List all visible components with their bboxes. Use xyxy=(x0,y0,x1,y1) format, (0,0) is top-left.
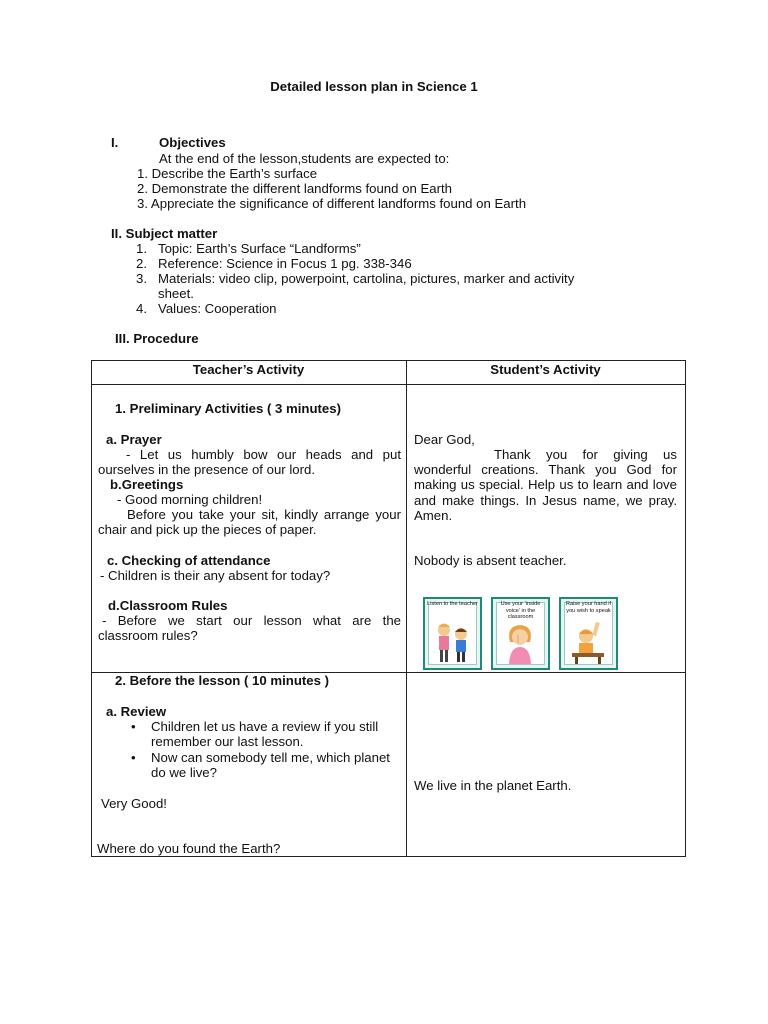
before-lesson-heading: 2. Before the lesson ( 10 minutes ) xyxy=(115,673,329,688)
objective-item: 2. Demonstrate the different landforms found on Earth xyxy=(137,181,452,196)
raising-hand-icon xyxy=(566,620,611,664)
greetings-heading: b.Greetings xyxy=(110,477,184,492)
attendance-heading: c. Checking of attendance xyxy=(107,553,271,568)
rule-card-raise-hand xyxy=(559,597,618,670)
earth-question: Where do you found the Earth? xyxy=(97,841,281,856)
rule-card-listen xyxy=(423,597,482,670)
objective-item: 1. Describe the Earth’s surface xyxy=(137,166,318,181)
subject-item-text: sheet. xyxy=(158,286,194,301)
document-title: Detailed lesson plan in Science 1 xyxy=(270,79,478,94)
rule-card-inside-voice xyxy=(491,597,550,670)
review-bullet: Children let us have a review if you still remember our last lesson. xyxy=(151,719,379,750)
table-column-divider xyxy=(406,360,407,857)
objectives-heading: Objectives xyxy=(159,135,226,150)
quiet-girl-icon xyxy=(498,620,543,664)
rule-card-caption: Listen to the teacher xyxy=(427,601,478,607)
rule-card-caption: Raise your hand if you wish to speak xyxy=(565,601,612,614)
listening-children-icon xyxy=(430,618,475,664)
objectives-numeral: I. xyxy=(111,135,119,150)
subject-item-number: 3. xyxy=(136,271,147,286)
preliminary-activities-heading: 1. Preliminary Activities ( 3 minutes) xyxy=(115,401,341,416)
greetings-line: - Good morning children! xyxy=(117,492,263,507)
bullet-icon: • xyxy=(131,750,136,765)
student-attendance-answer: Nobody is absent teacher. xyxy=(414,553,567,568)
subject-item-number: 4. xyxy=(136,301,147,316)
objective-item: 3. Appreciate the significance of different landforms found on Earth xyxy=(137,196,527,211)
student-activity-header: Student’s Activity xyxy=(490,362,601,377)
subject-item-text: Topic: Earth’s Surface “Landforms” xyxy=(158,241,361,256)
bullet-icon: • xyxy=(131,719,136,734)
rule-card-caption: Use your ‘inside voice’ in the classroom xyxy=(500,601,541,621)
objectives-intro: At the end of the lesson,students are expected to: xyxy=(159,151,450,166)
attendance-question: - Children is their any absent for today? xyxy=(100,568,331,583)
subject-matter-heading: II. Subject matter xyxy=(111,226,218,241)
review-heading: a. Review xyxy=(106,704,167,719)
greetings-instruction: Before you take your sit, kindly arrange your chair and pick up the pieces of paper. xyxy=(98,507,401,538)
subject-item-text: Materials: video clip, powerpoint, cartolina, pictures, marker and activity xyxy=(158,271,575,286)
table-border-right xyxy=(685,360,686,857)
procedure-heading: III. Procedure xyxy=(115,331,199,346)
table-border-left xyxy=(91,360,92,857)
classroom-rules-heading: d.Classroom Rules xyxy=(108,598,228,613)
review-bullet: Now can somebody tell me, which planet do we live? xyxy=(151,750,390,781)
table-border-top xyxy=(91,360,686,361)
teacher-activity-header: Teacher’s Activity xyxy=(192,362,305,377)
prayer-heading: a. Prayer xyxy=(106,432,162,447)
student-prayer-opening: Dear God, xyxy=(414,432,475,447)
student-prayer-body: Thank you for giving us wonderful creations. Thank you God for making us special. Help us to learn and love and make things. In Jesus name, we pray. Amen. xyxy=(414,447,677,523)
table-header-divider xyxy=(91,384,686,385)
very-good-remark: Very Good! xyxy=(101,796,167,811)
prayer-text: - Let us humbly bow our heads and put ourselves in the presence of our lord. xyxy=(98,447,401,478)
subject-item-number: 1. xyxy=(136,241,147,256)
student-review-answer: We live in the planet Earth. xyxy=(414,778,572,793)
subject-item-text: Values: Cooperation xyxy=(158,301,277,316)
subject-item-number: 2. xyxy=(136,256,147,271)
classroom-rules-question: - Before we start our lesson what are the classroom rules? xyxy=(98,613,401,644)
subject-item-text: Reference: Science in Focus 1 pg. 338-346 xyxy=(158,256,412,271)
